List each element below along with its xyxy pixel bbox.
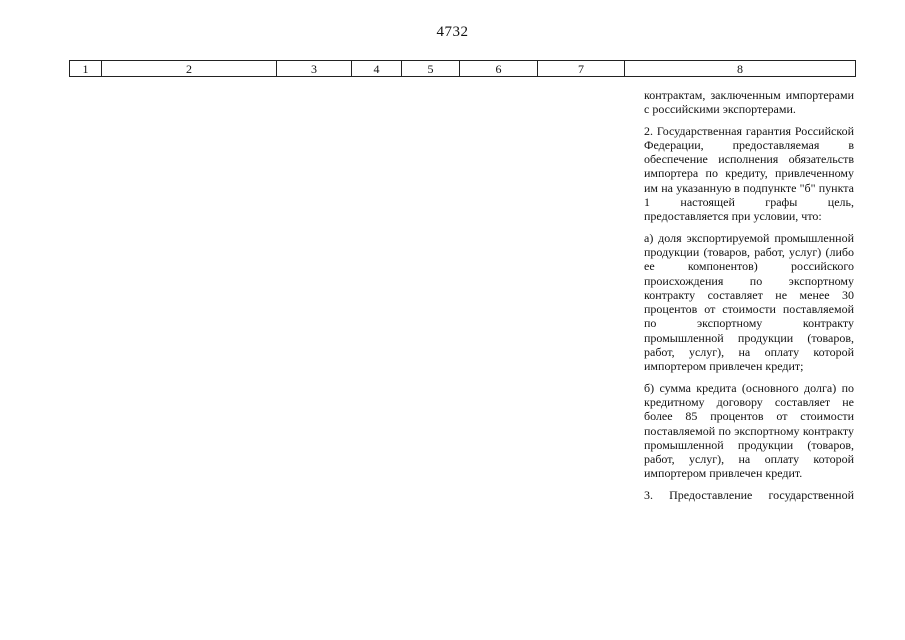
column-number-cell: 8 <box>625 61 856 77</box>
column-number-cell: 6 <box>460 61 538 77</box>
paragraph: контрактам, заключенным импортерами с российскими экспортерами. <box>644 88 854 117</box>
column-number-cell: 3 <box>277 61 352 77</box>
header-row <box>70 61 856 77</box>
column-number-cell: 7 <box>538 61 625 77</box>
column-8-text <box>644 88 854 509</box>
page-number: 4732 <box>436 24 469 40</box>
paragraph: 3. Предоставление государственной <box>644 487 854 502</box>
paragraph: 2. Государственная гарантия Российской Федерации, предоставляемая в обеспечение исполнения обязательств импортера по кредиту, привлеченному им на указанную в подпункте "б" пункта 1 настоящей графы цель, предоставляется при условии, что: <box>644 123 854 224</box>
column-number-cell: 2 <box>102 61 277 77</box>
column-number-cell: 1 <box>70 61 102 77</box>
column-number-cell: 5 <box>402 61 460 77</box>
paragraph: б) сумма кредита (основного долга) по кредитному договору составляет не более 85 процентов от стоимости поставляемой по экспортному контракту промышленной продукции (товаров, работ, услуг), на оплату которой импортером привлечен кредит. <box>644 380 854 481</box>
paragraph: а) доля экспортируемой промышленной продукции (товаров, работ, услуг) (либо ее компонентов) российского происхождения по экспортному контракту составляет не менее 30 процентов от стоимости поставляемой по экспортному контракту промышленной продукции (товаров, работ, услуг), на оплату которой импортером привлечен кредит; <box>644 230 854 374</box>
column-number-header <box>69 60 856 77</box>
column-number-cell: 4 <box>352 61 402 77</box>
